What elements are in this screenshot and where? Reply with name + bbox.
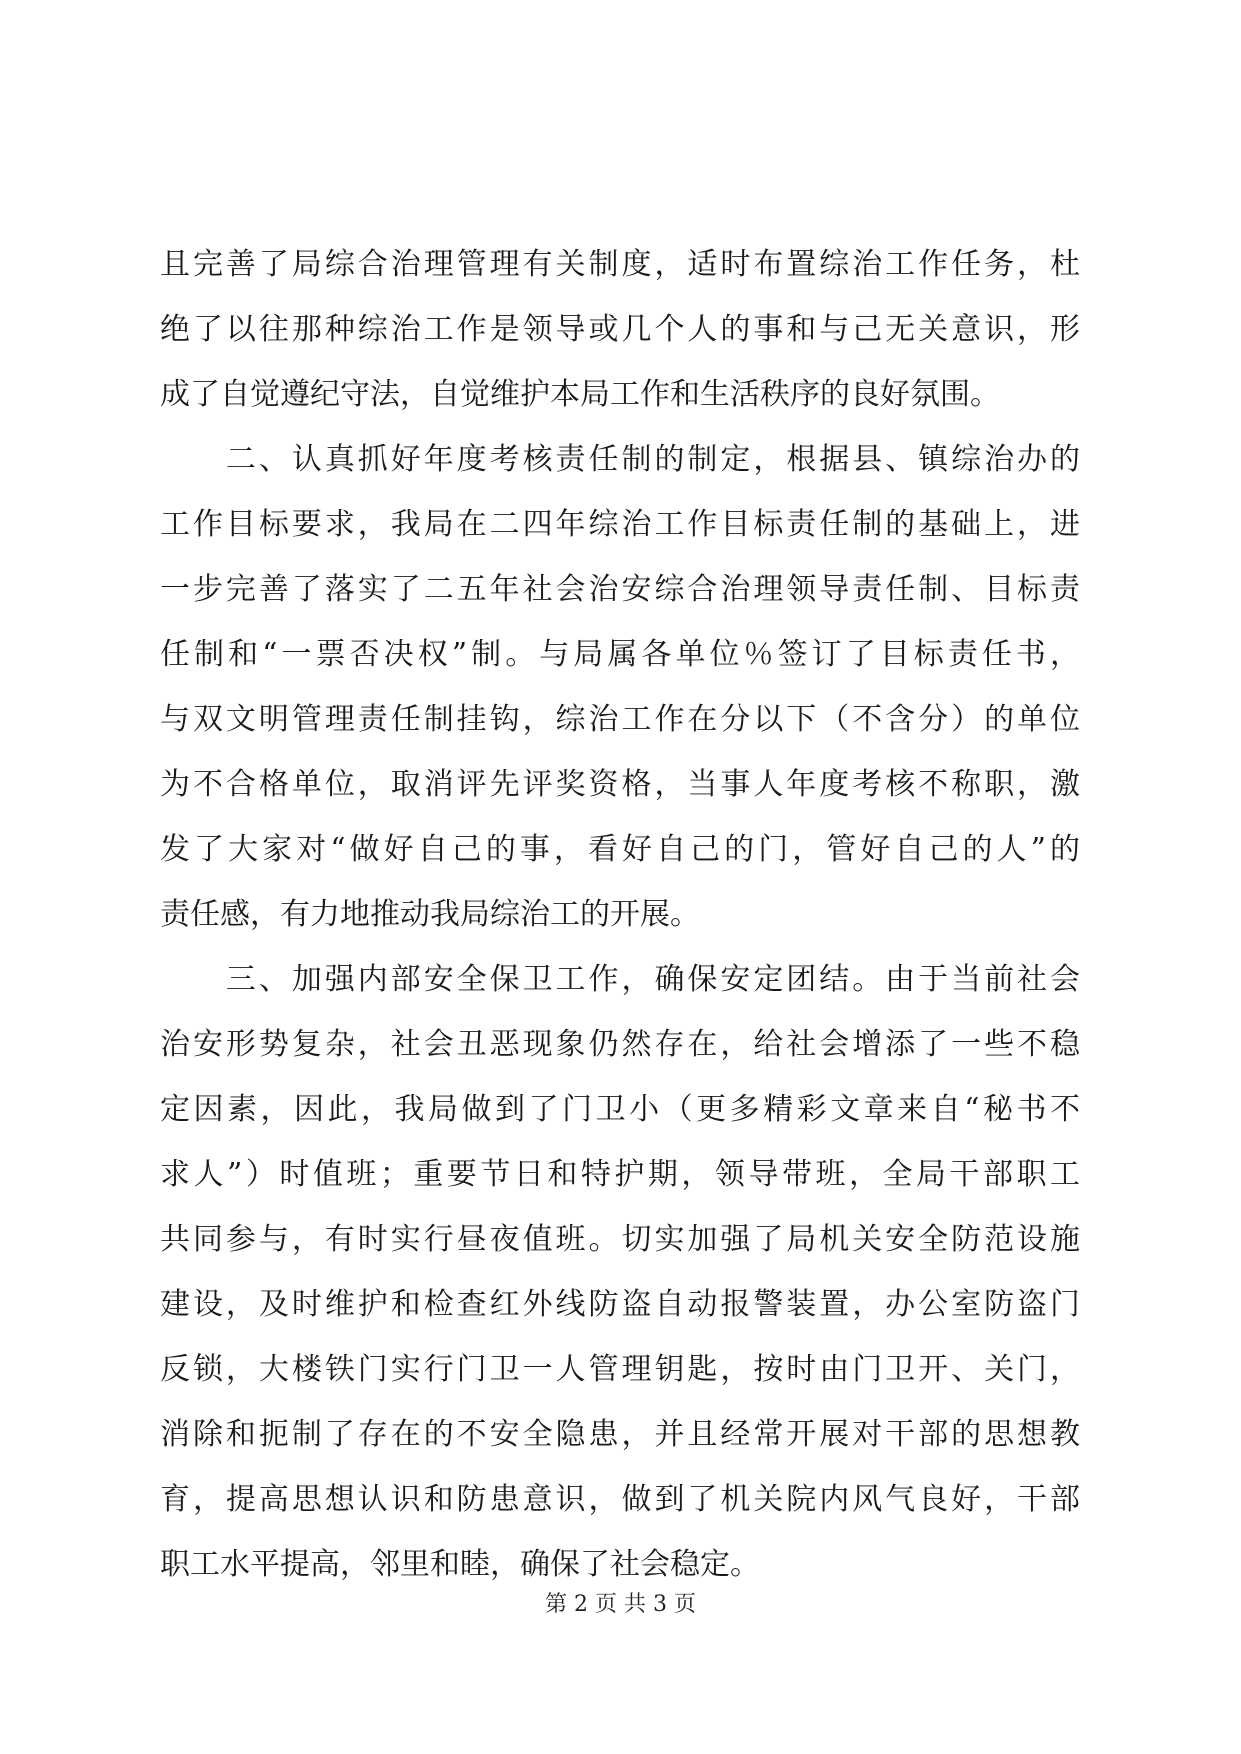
text-line: 工作目标要求，我局在二四年综治工作目标责任制的基础上，进 [160,507,1080,542]
text-line: 与双文明管理责任制挂钩，综治工作在分以下（不含分）的单位 [160,702,1080,737]
text-line: 且完善了局综合治理管理有关制度，适时布置综治工作任务，杜 [160,247,1080,282]
text-line: 绝了以往那种综治工作是领导或几个人的事和与己无关意识，形 [160,312,1080,347]
text-line: 发了大家对“做好自己的事，看好自己的门，管好自己的人”的 [160,832,1080,867]
text-line: 责任感，有力地推动我局综治工的开展。 [160,897,700,932]
text-line: 共同参与，有时实行昼夜值班。切实加强了局机关安全防范设施 [160,1222,1080,1257]
text-line: 定因素，因此，我局做到了门卫小（更多精彩文章来自“秘书不 [160,1092,1080,1127]
text-line: 职工水平提高，邻里和睦，确保了社会稳定。 [160,1547,760,1582]
text-line: 三、加强内部安全保卫工作，确保安定团结。由于当前社会 [160,962,1080,997]
text-line: 治安形势复杂，社会丑恶现象仍然存在，给社会增添了一些不稳 [160,1027,1080,1062]
text-line: 反锁，大楼铁门实行门卫一人管理钥匙，按时由门卫开、关门， [160,1352,1080,1387]
text-line: 求人”）时值班；重要节日和特护期，领导带班，全局干部职工 [160,1157,1080,1192]
text-line: 为不合格单位，取消评先评奖资格，当事人年度考核不称职，激 [160,767,1080,802]
text-line: 成了自觉遵纪守法，自觉维护本局工作和生活秩序的良好氛围。 [160,377,1000,412]
document-body [160,232,1080,1597]
page-number: 第 2 页 共 3 页 [545,1592,696,1617]
text-line: 二、认真抓好年度考核责任制的制定，根据县、镇综治办的 [160,442,1080,477]
text-line: 一步完善了落实了二五年社会治安综合治理领导责任制、目标责 [160,572,1080,607]
text-line: 建设，及时维护和检查红外线防盗自动报警装置，办公室防盗门 [160,1287,1080,1322]
text-line: 育，提高思想认识和防患意识，做到了机关院内风气良好，干部 [160,1482,1080,1517]
text-line: 消除和扼制了存在的不安全隐患，并且经常开展对干部的思想教 [160,1417,1080,1452]
text-line: 任制和“一票否决权”制。与局属各单位％签订了目标责任书， [160,637,1080,672]
